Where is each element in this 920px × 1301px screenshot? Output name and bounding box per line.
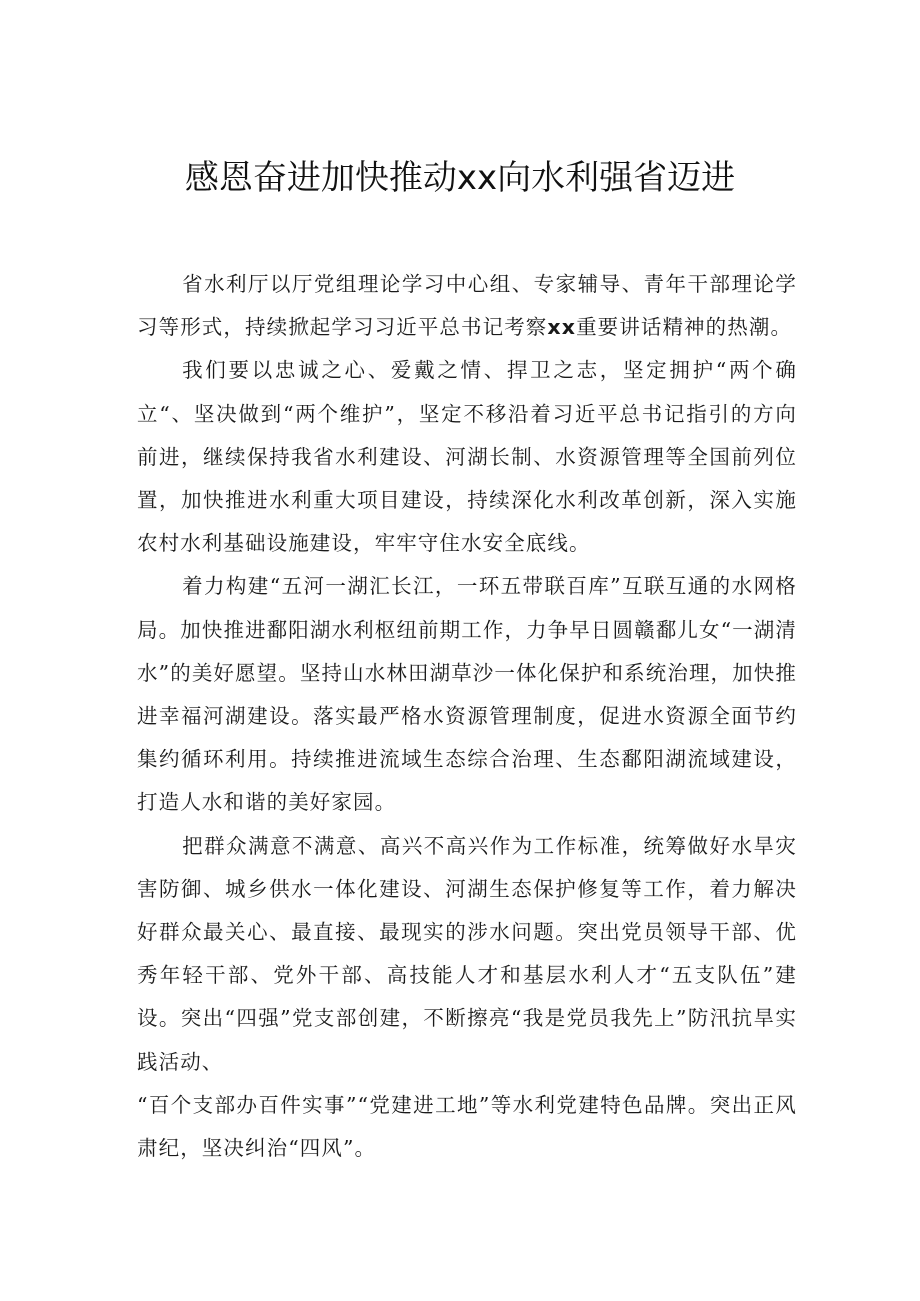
document-body (137, 263, 797, 1170)
paragraph-1-text-a: 省水利厅以厅党组理论学习中心组、专家辅导、青年干部理论学习等形式，持续掀起学习习近平总书记考察 (137, 272, 797, 340)
paragraph-1-xx: xx (547, 315, 577, 340)
paragraph-5: “百个支部办百件实事”“党建进工地”等水利党建特色品牌。突出正风肃纪，坚决纠治“四风”。 (137, 1092, 797, 1161)
paragraph-1 (137, 263, 797, 349)
paragraph-4: 把群众满意不满意、高兴不高兴作为工作标准，统筹做好水旱灾害防御、城乡供水一体化建设、河湖生态保护修复等工作，着力解决好群众最关心、最直接、最现实的涉水问题。突出党员领导干部、优秀年轻干部、党外干部、高技能人才和基层水利人才“五支队伍”建设。突出“四强”党支部创建，不断擦亮“我是党员我先上”防汛抗旱实践活动、 (137, 833, 797, 1074)
paragraph-1-text-b: 重要讲话精神的热潮。 (576, 315, 793, 340)
paragraph-3: 着力构建“五河一湖汇长江，一环五带联百库”互联互通的水网格局。加快推进鄱阳湖水利枢纽前期工作，力争早日圆赣鄱儿女“一湖清水”的美好愿望。坚持山水林田湖草沙一体化保护和系统治理，加快推进幸福河湖建设。落实最严格水资源管理制度，促进水资源全面节约集约循环利用。持续推进流域生态综合治理、生态鄱阳湖流域建设，打造人水和谐的美好家园。 (137, 574, 797, 815)
document-title: 感恩奋进加快推动xx向水利强省迈进 (184, 158, 736, 198)
paragraph-2: 我们要以忠诚之心、爱戴之情、捍卫之志，坚定拥护“两个确立“、坚决做到“两个维护”，坚定不移沿着习近平总书记指引的方向前进，继续保持我省水利建设、河湖长制、水资源管理等全国前列位置，加快推进水利重大项目建设，持续深化水利改革创新，深入实施农村水利基础设施建设，牢牢守住水安全底线。 (137, 358, 797, 556)
